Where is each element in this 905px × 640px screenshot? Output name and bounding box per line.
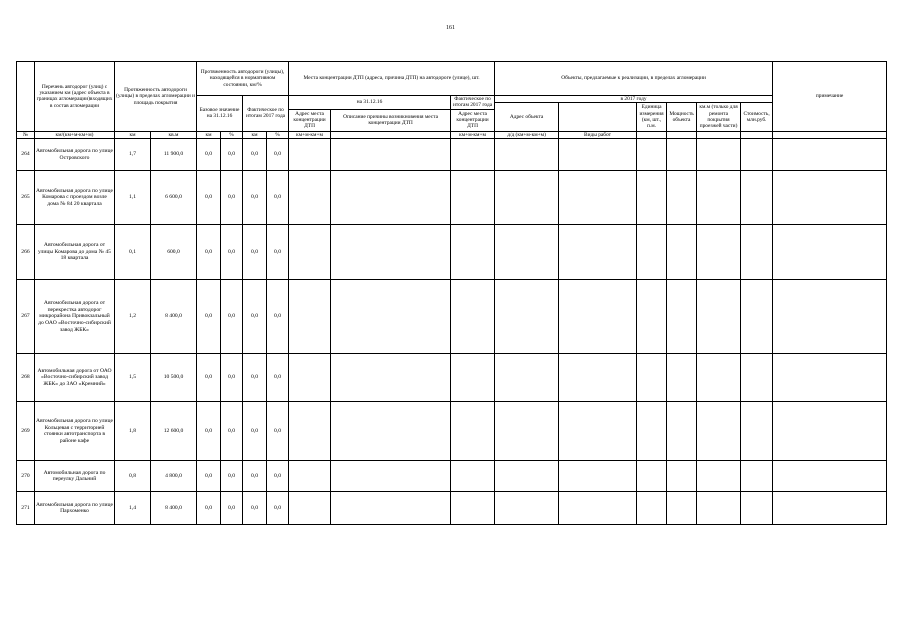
road-length: 0,1	[115, 225, 151, 280]
header-dtp-address: Адрес места концентрации ДТП	[289, 109, 331, 131]
unit-dtp-desc	[331, 131, 451, 138]
header-works-blank	[559, 103, 637, 131]
road-area: 11 900,0	[151, 139, 197, 171]
unit-actual-pct: %	[267, 131, 289, 138]
road-length: 1,4	[115, 492, 151, 525]
base-pct: 0,0	[221, 461, 243, 492]
actual-pct: 0,0	[267, 225, 289, 280]
road-area: 8 400,0	[151, 492, 197, 525]
header-list: Перечень автодорог (улиц) с указанием км (адрес объекта в границах агломерации)входящих в состав агломерации	[35, 62, 115, 132]
actual-pct: 0,0	[267, 354, 289, 402]
unit-dtp-actual: км+м-км+м	[451, 131, 495, 138]
table-row	[17, 225, 887, 280]
unit-power	[667, 131, 697, 138]
road-length: 1,8	[115, 402, 151, 461]
table-row	[17, 492, 887, 525]
road-area: 600,0	[151, 225, 197, 280]
base-km: 0,0	[197, 225, 221, 280]
base-km: 0,0	[197, 171, 221, 225]
unit-actual-km: км	[243, 131, 267, 138]
row-number: 266	[17, 225, 35, 280]
unit-dtp-address: км+м-км+м	[289, 131, 331, 138]
row-number: 265	[17, 171, 35, 225]
road-area: 4 800,0	[151, 461, 197, 492]
header-length: Протяженность автодороги (улицы) в пределах агломерации и площадь покрытия	[115, 62, 197, 132]
row-number: 267	[17, 280, 35, 354]
unit-km: км	[115, 131, 151, 138]
header-actual: Фактическое по итогам 2017 года	[243, 96, 289, 132]
actual-pct: 0,0	[267, 139, 289, 171]
road-area: 10 500,0	[151, 354, 197, 402]
header-note: примечание	[773, 62, 887, 132]
base-pct: 0,0	[221, 139, 243, 171]
actual-km: 0,0	[243, 354, 267, 402]
road-length: 0,8	[115, 461, 151, 492]
base-pct: 0,0	[221, 492, 243, 525]
table-row	[17, 354, 887, 402]
road-length: 1,7	[115, 139, 151, 171]
base-pct: 0,0	[221, 171, 243, 225]
header-year: в 2017 году	[495, 96, 773, 103]
header-normative: Протяженность автодороги (улицы), находящейся в нормативном состоянии, км/%	[197, 62, 289, 96]
base-km: 0,0	[197, 354, 221, 402]
base-pct: 0,0	[221, 402, 243, 461]
base-km: 0,0	[197, 492, 221, 525]
road-name: Автомобильная дорога по улице Комарова с проездом возле дома № 84 20 квартала	[35, 171, 115, 225]
unit-list: км/(км+м-км+м)	[35, 131, 115, 138]
unit-note	[773, 131, 887, 138]
unit-units	[637, 131, 667, 138]
unit-base-pct: %	[221, 131, 243, 138]
road-name: Автомобильная дорога от улицы Комарова до дома № 45 18 квартала	[35, 225, 115, 280]
table-row	[17, 402, 887, 461]
base-km: 0,0	[197, 402, 221, 461]
row-number: 268	[17, 354, 35, 402]
unit-obj-address: д/д (км+м-км+м)	[495, 131, 559, 138]
base-km: 0,0	[197, 139, 221, 171]
header-cost: Стоимость, млн.руб.	[741, 103, 773, 131]
unit-area: кв.м	[151, 131, 197, 138]
unit-base-km: км	[197, 131, 221, 138]
row-number: 264	[17, 139, 35, 171]
header-dtp-actual-address: Адрес места концентрации ДТП	[451, 109, 495, 131]
header-dtp-date: на 31.12.16	[289, 96, 451, 110]
row-number: 270	[17, 461, 35, 492]
actual-pct: 0,0	[267, 461, 289, 492]
road-area: 12 600,0	[151, 402, 197, 461]
table-row	[17, 139, 887, 171]
road-name: Автомобильная дорога по переулку Дальний	[35, 461, 115, 492]
base-km: 0,0	[197, 461, 221, 492]
header-units: Единица измерения (км, шт., п.м.	[637, 103, 667, 131]
base-pct: 0,0	[221, 225, 243, 280]
page-number: 161	[446, 25, 455, 31]
actual-km: 0,0	[243, 171, 267, 225]
header-obj-address: Адрес объекта	[495, 103, 559, 131]
actual-km: 0,0	[243, 402, 267, 461]
unit-no: №	[17, 131, 35, 138]
header-dtp-desc: Описание причины возникновения места концентрации ДТП	[331, 109, 451, 131]
header-no-blank	[17, 62, 35, 132]
road-area: 8 400,0	[151, 280, 197, 354]
base-pct: 0,0	[221, 280, 243, 354]
unit-works: Виды работ	[559, 131, 637, 138]
table-row	[17, 171, 887, 225]
actual-pct: 0,0	[267, 280, 289, 354]
base-km: 0,0	[197, 280, 221, 354]
actual-km: 0,0	[243, 139, 267, 171]
road-name: Автомобильная дорога по улице Пархоменко	[35, 492, 115, 525]
actual-pct: 0,0	[267, 402, 289, 461]
road-name: Автомобильная дорога от перекрестка автодорог микрорайона Привокзальный до ОАО «Восточно-сибирский завод ЖБК»	[35, 280, 115, 354]
header-base: Базовое значение на 31.12.16	[197, 96, 243, 132]
actual-km: 0,0	[243, 492, 267, 525]
base-pct: 0,0	[221, 354, 243, 402]
header-dtp-actual: Фактическое по итогам 2017 года	[451, 96, 495, 110]
roads-table	[16, 61, 887, 525]
road-name: Автомобильная дорога по улице Островского	[35, 139, 115, 171]
header-km-repair: км.м (только для ремонта покрытия проезжей части)	[697, 103, 741, 131]
road-area: 6 600,0	[151, 171, 197, 225]
unit-cost	[741, 131, 773, 138]
actual-km: 0,0	[243, 461, 267, 492]
actual-km: 0,0	[243, 225, 267, 280]
actual-km: 0,0	[243, 280, 267, 354]
table-row	[17, 280, 887, 354]
actual-pct: 0,0	[267, 171, 289, 225]
road-name: Автомобильная дорога от ОАО «Восточно-сибирский завод ЖБК» до ЗАО «Кремний»	[35, 354, 115, 402]
row-number: 269	[17, 402, 35, 461]
header-power: Мощность объекта	[667, 103, 697, 131]
road-length: 1,1	[115, 171, 151, 225]
road-length: 1,5	[115, 354, 151, 402]
road-name: Автомобильная дорога по улице Кольцевая с территорией стоянки автотранспорта в районе кафе	[35, 402, 115, 461]
header-dtp: Места концентрации ДТП (адреса, причина ДТП) на автодороге (улице), шт.	[289, 62, 495, 96]
road-length: 1,2	[115, 280, 151, 354]
table-row	[17, 461, 887, 492]
unit-km-repair	[697, 131, 741, 138]
row-number: 271	[17, 492, 35, 525]
actual-pct: 0,0	[267, 492, 289, 525]
header-objects: Объекты, предлагаемые к реализации, в пределах агломерации	[495, 62, 773, 96]
